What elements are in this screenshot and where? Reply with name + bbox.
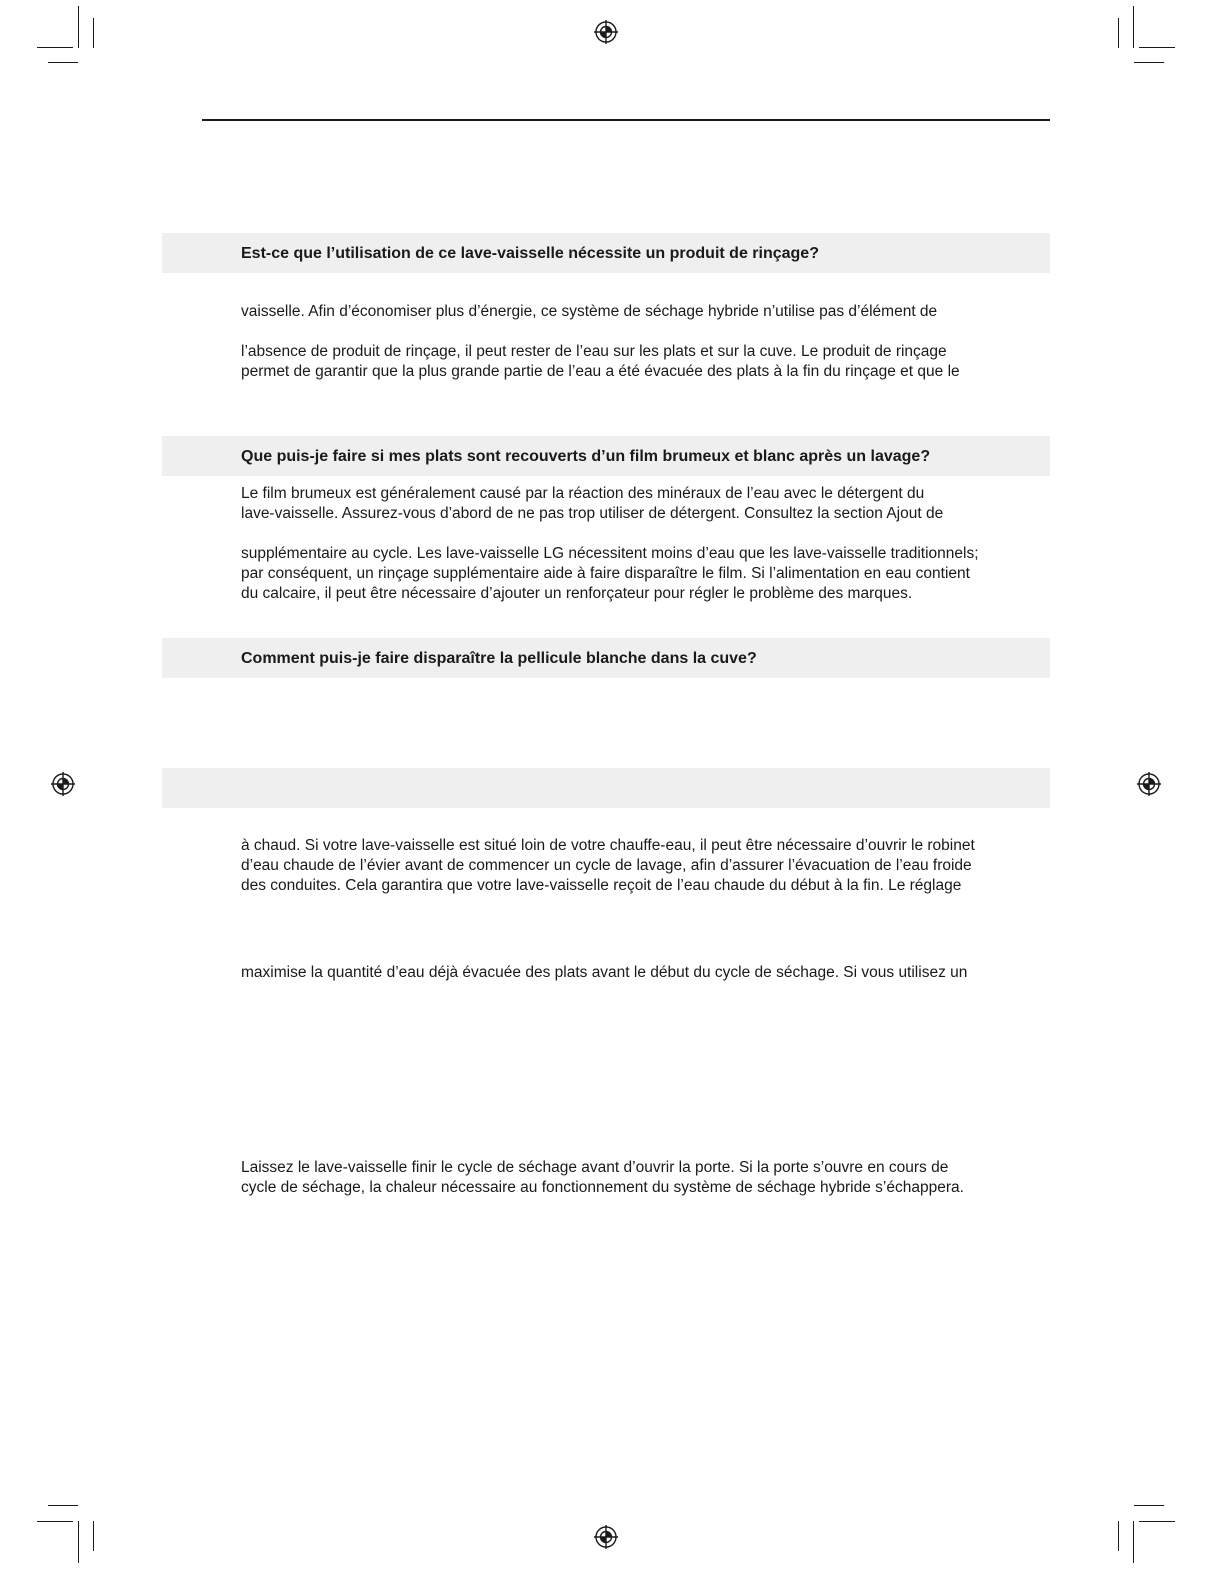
crop-mark: [1118, 18, 1119, 48]
crop-mark: [1118, 1521, 1119, 1551]
crop-mark: [1134, 62, 1164, 63]
answer-line: permet de garantir que la plus grande partie de l’eau a été évacuée des plats à la fin du rinçage et que le: [241, 363, 960, 380]
answer-line: à chaud. Si votre lave-vaisselle est situé loin de votre chauffe-eau, il peut être nécessaire d’ouvrir le robinet: [241, 837, 975, 854]
crop-mark: [1139, 47, 1175, 48]
answer-line: des conduites. Cela garantira que votre lave-vaisselle reçoit de l’eau chaude du début à la fin. Le réglage: [241, 877, 962, 894]
answer-line: supplémentaire au cycle. Les lave-vaisselle LG nécessitent moins d’eau que les lave-vaisselle traditionnels;: [241, 545, 979, 562]
crop-mark: [37, 1521, 73, 1522]
question-text: Que puis-je faire si mes plats sont recouverts d’un film brumeux et blanc après un lavage?: [241, 448, 931, 465]
answer-line: d’eau chaude de l’évier avant de commencer un cycle de lavage, afin d’assurer l’évacuation de l’eau froide: [241, 857, 972, 874]
crop-mark: [93, 18, 94, 48]
crop-mark: [1134, 1505, 1164, 1506]
crop-mark: [37, 47, 73, 48]
answer-line: par conséquent, un rinçage supplémentaire aide à faire disparaître le film. Si l’alimentation en eau contient: [241, 565, 970, 582]
answer-line: Le film brumeux est généralement causé par la réaction des minéraux de l’eau avec le détergent du: [241, 485, 925, 502]
registration-mark-icon: [1137, 772, 1161, 796]
answer-line: du calcaire, il peut être nécessaire d’ajouter un renforçateur pour régler le problème des marques.: [241, 585, 913, 602]
crop-mark: [1133, 1521, 1134, 1563]
registration-mark-icon: [594, 1525, 618, 1549]
answer-line: maximise la quantité d’eau déjà évacuée des plats avant le début du cycle de séchage. Si vous utilisez un: [241, 964, 968, 981]
crop-mark: [93, 1521, 94, 1551]
crop-mark: [78, 1521, 79, 1563]
question-text: Comment puis-je faire disparaître la pellicule blanche dans la cuve?: [241, 650, 757, 667]
question-bar: [162, 436, 1050, 476]
question-bar: [162, 768, 1050, 808]
question-text: Est-ce que l’utilisation de ce lave-vaisselle nécessite un produit de rinçage?: [241, 245, 819, 262]
answer-line: cycle de séchage, la chaleur nécessaire au fonctionnement du système de séchage hybride s’échappera.: [241, 1179, 964, 1196]
answer-line: Laissez le lave-vaisselle finir le cycle de séchage avant d’ouvrir la porte. Si la porte s’ouvre en cours de: [241, 1159, 949, 1176]
crop-mark: [48, 1505, 78, 1506]
crop-mark: [1133, 6, 1134, 48]
crop-mark: [78, 6, 79, 48]
answer-line: lave-vaisselle. Assurez-vous d’abord de ne pas trop utiliser de détergent. Consultez la section Ajout de: [241, 505, 944, 522]
answer-line: vaisselle. Afin d’économiser plus d’énergie, ce système de séchage hybride n’utilise pas d’élément de: [241, 303, 938, 320]
registration-mark-icon: [51, 772, 75, 796]
answer-line: l’absence de produit de rinçage, il peut rester de l’eau sur les plats et sur la cuve. Le produit de rinçage: [241, 343, 947, 360]
question-bar: [162, 233, 1050, 273]
question-bar: [162, 638, 1050, 678]
registration-mark-icon: [594, 20, 618, 44]
crop-mark: [48, 62, 78, 63]
crop-mark: [1139, 1521, 1175, 1522]
header-rule: [202, 119, 1050, 121]
